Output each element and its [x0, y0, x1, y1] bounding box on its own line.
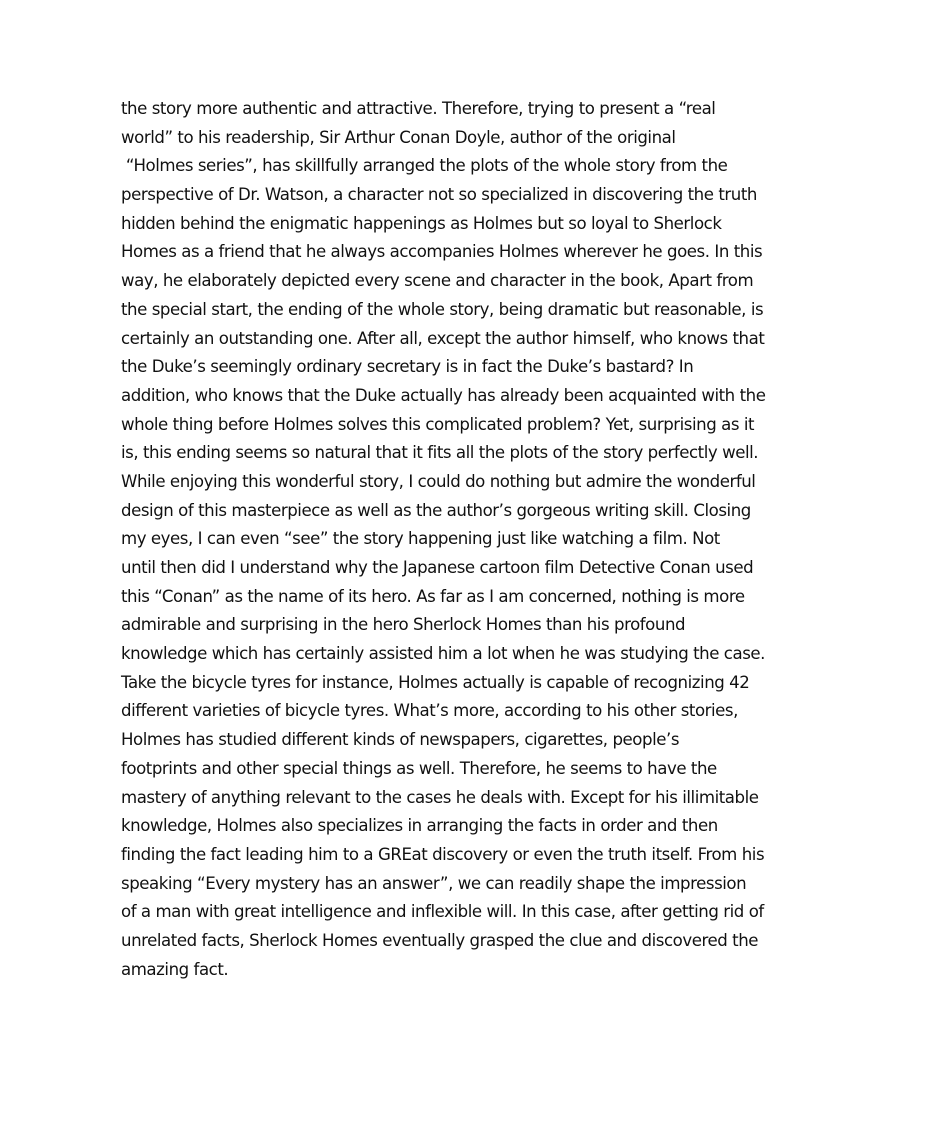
text-line: this “Conan” as the name of its hero. As far as I am concerned, nothing is more — [121, 586, 745, 606]
text-line: Homes as a friend that he always accompanies Holmes wherever he goes. In this — [121, 242, 763, 262]
text-line: speaking “Every mystery has an answer”, we can readily shape the impression — [121, 873, 747, 893]
text-line: addition, who knows that the Duke actually has already been acquainted with the — [121, 385, 766, 405]
text-line: finding the fact leading him to a GREat discovery or even the truth itself. From his — [121, 844, 765, 864]
text-line: design of this masterpiece as well as the author’s gorgeous writing skill. Closing — [121, 500, 751, 520]
text-line: the story more authentic and attractive. Therefore, trying to present a “real — [121, 99, 716, 118]
body-paragraph — [121, 95, 833, 984]
text-line: is, this ending seems so natural that it fits all the plots of the story perfectly well. — [121, 443, 759, 463]
text-line: Holmes has studied different kinds of newspapers, cigarettes, people’s — [121, 730, 680, 750]
text-line: world” to his readership, Sir Arthur Conan Doyle, author of the original — [121, 127, 676, 147]
text-line: my eyes, I can even “see” the story happening just like watching a film. Not — [121, 529, 720, 549]
text-line: admirable and surprising in the hero Sherlock Homes than his profound — [121, 615, 686, 635]
text-line: knowledge which has certainly assisted him a lot when he was studying the case. — [121, 644, 765, 664]
text-line: of a man with great intelligence and inflexible will. In this case, after getting rid of — [121, 902, 764, 922]
text-line: hidden behind the enigmatic happenings as Holmes but so loyal to Sherlock — [121, 213, 722, 233]
text-line: While enjoying this wonderful story, I could do nothing but admire the wonderful — [121, 471, 756, 491]
text-line: different varieties of bicycle tyres. What’s more, according to his other stories, — [121, 701, 738, 721]
text-line: perspective of Dr. Watson, a character not so specialized in discovering the truth — [121, 185, 757, 205]
text-line: Take the bicycle tyres for instance, Holmes actually is capable of recognizing 42 — [121, 672, 750, 692]
text-line: whole thing before Holmes solves this complicated problem? Yet, surprising as it — [121, 414, 755, 434]
text-line: knowledge, Holmes also specializes in arranging the facts in order and then — [121, 816, 718, 836]
text-line: mastery of anything relevant to the cases he deals with. Except for his illimitable — [121, 787, 759, 807]
text-line: certainly an outstanding one. After all, except the author himself, who knows that — [121, 328, 765, 348]
text-line: amazing fact. — [121, 959, 229, 979]
text-line: until then did I understand why the Japanese cartoon film Detective Conan used — [121, 558, 754, 577]
text-line: “Holmes series”, has skillfully arranged the plots of the whole story from the — [121, 156, 728, 176]
text-line: unrelated facts, Sherlock Homes eventually grasped the clue and discovered the — [121, 930, 759, 950]
text-line: footprints and other special things as well. Therefore, he seems to have the — [121, 758, 717, 778]
text-line: the Duke’s seemingly ordinary secretary is in fact the Duke’s bastard? In — [121, 357, 694, 377]
text-line: the special start, the ending of the whole story, being dramatic but reasonable, is — [121, 299, 764, 319]
text-line: way, he elaborately depicted every scene and character in the book, Apart from — [121, 271, 754, 291]
